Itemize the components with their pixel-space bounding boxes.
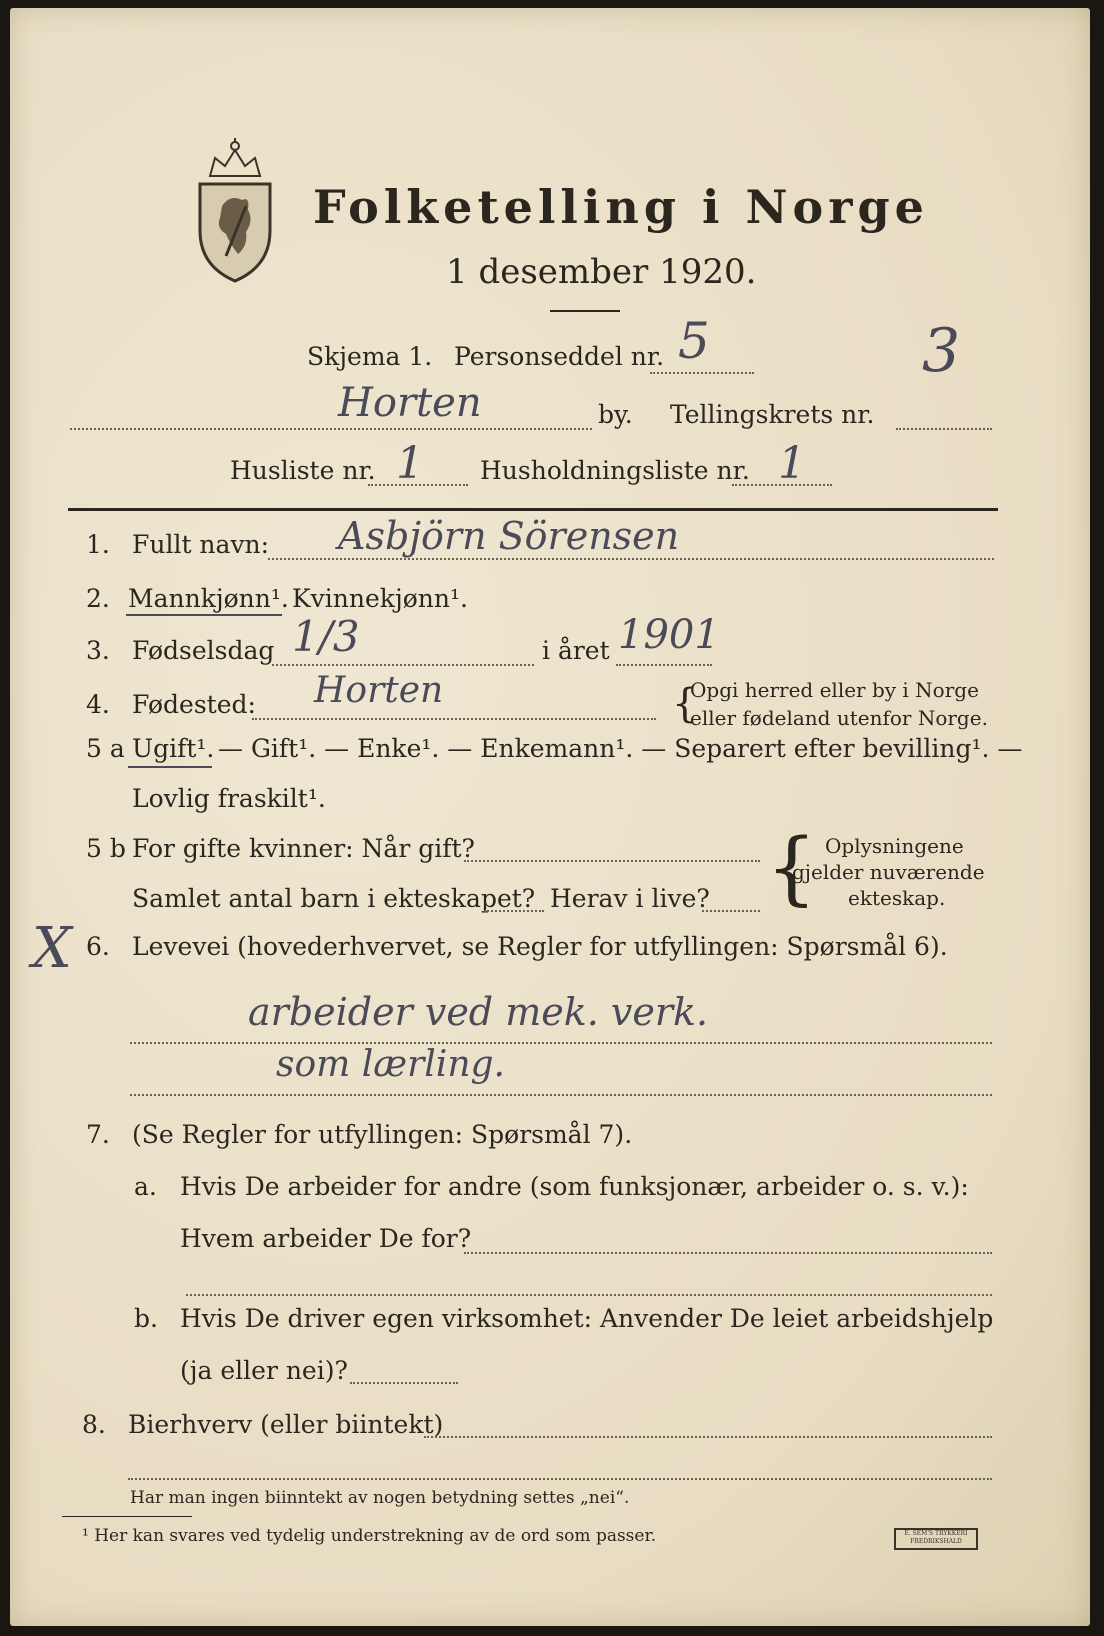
q7a-employer-line2 [186,1294,992,1296]
q8-number: 8. [82,1410,106,1439]
q6-line1 [130,1042,992,1044]
q4-note-line1: Opgi herred eller by i Norge [690,678,979,702]
tellingskrets-label: Tellingskrets nr. [670,400,875,429]
q4-label: Fødested: [132,690,256,719]
q5b-note-brace: { [766,821,817,914]
q6-value-line2[interactable]: som lærling. [276,1044,505,1085]
q8-note: Har man ingen biinntekt av nogen betydning settes „nei“. [130,1488,630,1508]
q5a-line2[interactable]: Lovlig fraskilt¹. [132,784,326,813]
q1-value[interactable]: Asbjörn Sörensen [338,514,680,558]
city-value[interactable]: Horten [338,380,482,426]
q1-line [268,558,994,560]
q5a-number: 5 a [86,734,125,763]
q1-label: Fullt navn: [132,530,270,559]
q6-number: 6. [86,932,110,961]
census-date: 1 desember 1920. [446,252,757,292]
footnote-rule [62,1516,192,1517]
q5a-ugift[interactable]: Ugift¹. [132,734,215,763]
q8-line1 [424,1436,992,1438]
q7b-answer-line [350,1382,458,1384]
q7-number: 7. [86,1120,110,1149]
q2-number: 2. [86,584,110,613]
q4-value[interactable]: Horten [314,670,444,711]
census-form-page [10,8,1090,1626]
q1-number: 1. [86,530,110,559]
q7-label: (Se Regler for utfyllingen: Spørsmål 7). [132,1120,633,1149]
q6-value-line1[interactable]: arbeider ved mek. verk. [248,990,709,1034]
q7b-text2: (ja eller nei)? [180,1356,348,1385]
husholdning-label: Husholdningsliste nr. [480,456,750,485]
printer-stamp: E. SEM'S TRYKKERI FREDRIKSHALD [894,1528,978,1550]
q6-label: Levevei (hovederhvervet, se Regler for utfyllingen: Spørsmål 6). [132,932,948,961]
norway-coat-of-arms-icon [190,136,280,286]
q5b-label2: Samlet antal barn i ekteskapet? [132,884,536,913]
q4-number: 4. [86,690,110,719]
q5a-other-options[interactable]: — Gift¹. — Enke¹. — Enkemann¹. — Separert efter bevilling¹. — [218,734,1023,763]
personseddel-value[interactable]: 5 [678,312,710,370]
q7a-text: Hvis De arbeider for andre (som funksjonær, arbeider o. s. v.): [180,1172,969,1201]
q8-label: Bierhverv (eller biintekt) [128,1410,444,1439]
q5b-alive-line [702,910,760,912]
husholdning-value[interactable]: 1 [778,438,806,489]
q4-note-line2: eller fødeland utenfor Norge. [690,706,988,730]
q5a-ugift-underline [128,766,212,768]
q2-male[interactable]: Mannkjønn¹. [128,584,289,613]
q5b-number: 5 b [86,834,126,863]
q5b-label1: For gifte kvinner: Når gift? [132,834,475,863]
q7a-letter: a. [134,1172,157,1201]
q3-year-line [616,664,712,666]
footnote: ¹ Her kan svares ved tydelig understrekning av de ord som passer. [82,1526,657,1546]
city-line [70,428,592,430]
q7b-text: Hvis De driver egen virksomhet: Anvender De leiet arbeidshjelp [180,1304,994,1333]
q2-male-underline [126,614,282,616]
q5b-note-line3: ekteskap. [848,886,946,910]
q7a-text2: Hvem arbeider De for? [180,1224,472,1253]
personseddel-label: Personseddel nr. [454,342,665,371]
q5b-label3: Herav i live? [550,884,710,913]
q3-day-line [272,664,534,666]
husliste-label: Husliste nr. [230,456,376,485]
q5b-note-line1: Oplysningene [825,834,964,858]
husliste-value[interactable]: 1 [396,438,424,489]
city-suffix: by. [598,400,633,429]
q7a-employer-line [464,1252,992,1254]
q6-margin-mark: X [32,916,72,981]
q4-line [252,718,656,720]
q6-line2 [130,1094,992,1096]
q3-day-value[interactable]: 1/3 [292,612,360,661]
q5b-married-line [464,860,760,862]
q3-year-value[interactable]: 1901 [618,612,720,658]
personseddel-line [650,372,754,374]
title-divider [550,310,620,312]
q4-note-brace: { [672,681,698,727]
q8-line2 [128,1478,992,1480]
q3-year-label: i året [542,636,610,665]
q3-number: 3. [86,636,110,665]
tellingskrets-line [896,428,992,430]
tellingskrets-value[interactable]: 3 [922,316,961,386]
q7b-letter: b. [134,1304,158,1333]
q5b-note-line2: gjelder nuværende [792,860,985,884]
q3-label: Fødselsdag [132,636,275,665]
schema-label: Skjema 1. [307,342,433,371]
q2-female[interactable]: Kvinnekjønn¹. [292,584,468,613]
form-title: Folketelling i Norge [313,180,929,234]
header-rule [68,508,998,511]
q5b-children-line [484,910,544,912]
